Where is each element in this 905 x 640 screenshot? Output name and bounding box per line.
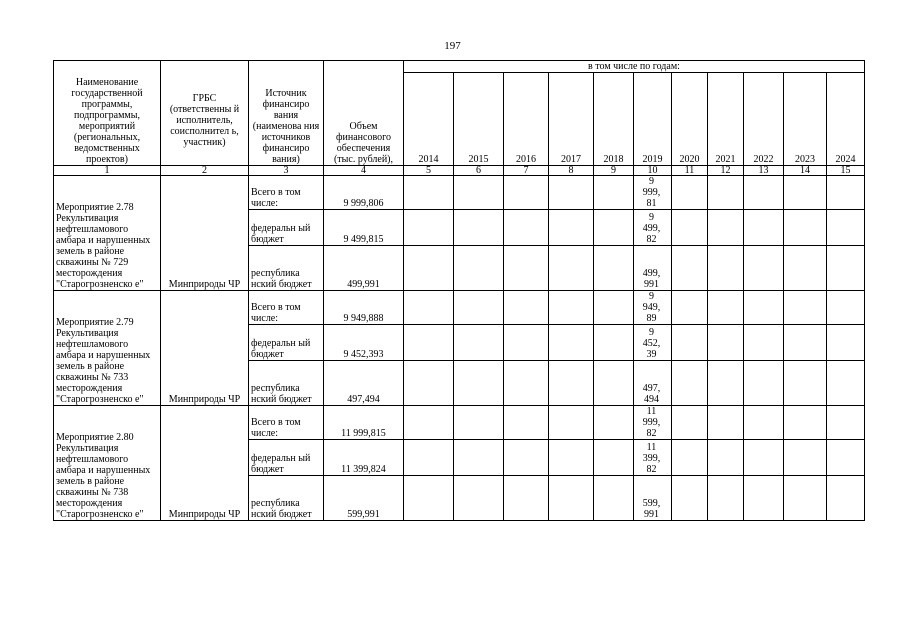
year-2024-value xyxy=(827,291,865,325)
year-2020-value xyxy=(672,406,708,440)
year-2015-value xyxy=(454,210,504,246)
column-number-8: 8 xyxy=(549,166,594,176)
column-number-1: 1 xyxy=(54,166,161,176)
year-2020-value xyxy=(672,210,708,246)
funding-source: республика нский бюджет xyxy=(249,476,324,521)
header-year-2020: 2020 xyxy=(672,73,708,166)
year-2017-value xyxy=(549,210,594,246)
column-number-10: 10 xyxy=(634,166,672,176)
year-2014-value xyxy=(404,291,454,325)
header-year-2016: 2016 xyxy=(504,73,549,166)
funding-volume: 9 499,815 xyxy=(324,210,404,246)
funding-volume: 9 452,393 xyxy=(324,325,404,361)
year-2016-value xyxy=(504,246,549,291)
measure-grbs: Минприроды ЧР xyxy=(161,406,249,521)
funding-source: республика нский бюджет xyxy=(249,246,324,291)
year-2016-value xyxy=(504,325,549,361)
year-2019-value: 9 999, 81 xyxy=(634,176,672,210)
year-2024-value xyxy=(827,210,865,246)
year-2024-value xyxy=(827,246,865,291)
year-2019-value: 9 499, 82 xyxy=(634,210,672,246)
financing-table xyxy=(53,60,865,521)
year-2021-value xyxy=(708,325,744,361)
year-2022-value xyxy=(744,406,784,440)
year-2021-value xyxy=(708,176,744,210)
column-number-14: 14 xyxy=(784,166,827,176)
year-2015-value xyxy=(454,291,504,325)
year-2014-value xyxy=(404,325,454,361)
year-2019-value: 599, 991 xyxy=(634,476,672,521)
table-row xyxy=(54,406,865,440)
year-2023-value xyxy=(784,361,827,406)
year-2014-value xyxy=(404,210,454,246)
year-2024-value xyxy=(827,176,865,210)
year-2022-value xyxy=(744,291,784,325)
header-grbs-column: ГРБС (ответственны й исполнитель, соисполнител ь, участник) xyxy=(161,61,249,166)
column-number-5: 5 xyxy=(404,166,454,176)
year-2022-value xyxy=(744,210,784,246)
year-2017-value xyxy=(549,176,594,210)
measure-grbs: Минприроды ЧР xyxy=(161,176,249,291)
year-2015-value xyxy=(454,325,504,361)
funding-volume: 11 999,815 xyxy=(324,406,404,440)
year-2023-value xyxy=(784,176,827,210)
year-2023-value xyxy=(784,325,827,361)
year-2019-value: 499, 991 xyxy=(634,246,672,291)
year-2023-value xyxy=(784,291,827,325)
header-year-2023: 2023 xyxy=(784,73,827,166)
year-2018-value xyxy=(594,476,634,521)
year-2017-value xyxy=(549,476,594,521)
year-2021-value xyxy=(708,361,744,406)
year-2018-value xyxy=(594,246,634,291)
header-name-column: Наименование государственной программы, подпрограммы, мероприятий (региональных, ведомственных проектов) xyxy=(54,61,161,166)
funding-source: Всего в том числе: xyxy=(249,406,324,440)
year-2022-value xyxy=(744,325,784,361)
funding-volume: 9 999,806 xyxy=(324,176,404,210)
year-2017-value xyxy=(549,361,594,406)
year-2017-value xyxy=(549,440,594,476)
year-2022-value xyxy=(744,361,784,406)
year-2020-value xyxy=(672,291,708,325)
year-2014-value xyxy=(404,406,454,440)
year-2018-value xyxy=(594,440,634,476)
year-2020-value xyxy=(672,176,708,210)
funding-source: республика нский бюджет xyxy=(249,361,324,406)
year-2022-value xyxy=(744,476,784,521)
header-volume-column: Объем финансового обеспечения (тыс. рублей), xyxy=(324,61,404,166)
year-2023-value xyxy=(784,210,827,246)
year-2016-value xyxy=(504,406,549,440)
year-2019-value: 11 399, 82 xyxy=(634,440,672,476)
year-2021-value xyxy=(708,406,744,440)
year-2019-value: 497, 494 xyxy=(634,361,672,406)
funding-source: Всего в том числе: xyxy=(249,176,324,210)
year-2015-value xyxy=(454,406,504,440)
year-2019-value: 9 452, 39 xyxy=(634,325,672,361)
measure-name: Мероприятие 2.78 Рекультивация нефтешламового амбара и нарушенных земель в районе скважины № 729 месторождения "Старогрозненско е" xyxy=(54,176,161,291)
year-2016-value xyxy=(504,440,549,476)
year-2024-value xyxy=(827,406,865,440)
header-year-2018: 2018 xyxy=(594,73,634,166)
year-2015-value xyxy=(454,176,504,210)
year-2016-value xyxy=(504,210,549,246)
year-2022-value xyxy=(744,246,784,291)
year-2018-value xyxy=(594,406,634,440)
year-2020-value xyxy=(672,246,708,291)
header-year-2022: 2022 xyxy=(744,73,784,166)
header-year-2024: 2024 xyxy=(827,73,865,166)
table-row xyxy=(54,291,865,325)
year-2016-value xyxy=(504,176,549,210)
header-year-2014: 2014 xyxy=(404,73,454,166)
year-2023-value xyxy=(784,406,827,440)
year-2023-value xyxy=(784,476,827,521)
header-year-2017: 2017 xyxy=(549,73,594,166)
header-year-2015: 2015 xyxy=(454,73,504,166)
year-2021-value xyxy=(708,210,744,246)
header-source-column: Источник финансиро вания (наименова ния источников финансиро вания) xyxy=(249,61,324,166)
column-number-13: 13 xyxy=(744,166,784,176)
year-2019-value: 9 949, 89 xyxy=(634,291,672,325)
year-2014-value xyxy=(404,440,454,476)
year-2024-value xyxy=(827,361,865,406)
year-2014-value xyxy=(404,176,454,210)
year-2022-value xyxy=(744,176,784,210)
year-2023-value xyxy=(784,440,827,476)
year-2021-value xyxy=(708,291,744,325)
column-number-15: 15 xyxy=(827,166,865,176)
year-2018-value xyxy=(594,361,634,406)
measure-grbs: Минприроды ЧР xyxy=(161,291,249,406)
year-2024-value xyxy=(827,440,865,476)
funding-volume: 9 949,888 xyxy=(324,291,404,325)
year-2020-value xyxy=(672,440,708,476)
year-2020-value xyxy=(672,325,708,361)
year-2020-value xyxy=(672,476,708,521)
funding-volume: 499,991 xyxy=(324,246,404,291)
year-2017-value xyxy=(549,246,594,291)
year-2015-value xyxy=(454,246,504,291)
year-2014-value xyxy=(404,476,454,521)
year-2024-value xyxy=(827,476,865,521)
funding-source: федеральн ый бюджет xyxy=(249,210,324,246)
year-2015-value xyxy=(454,361,504,406)
column-number-2: 2 xyxy=(161,166,249,176)
header-year-2019: 2019 xyxy=(634,73,672,166)
year-2016-value xyxy=(504,361,549,406)
column-number-4: 4 xyxy=(324,166,404,176)
page-number: 197 xyxy=(444,40,461,52)
column-number-12: 12 xyxy=(708,166,744,176)
measure-name: Мероприятие 2.79 Рекультивация нефтешламового амбара и нарушенных земель в районе скважины № 733 месторождения "Старогрозненско е" xyxy=(54,291,161,406)
year-2017-value xyxy=(549,325,594,361)
table-row xyxy=(54,176,865,210)
year-2018-value xyxy=(594,210,634,246)
column-number-7: 7 xyxy=(504,166,549,176)
funding-source: федеральн ый бюджет xyxy=(249,440,324,476)
year-2015-value xyxy=(454,440,504,476)
funding-volume: 497,494 xyxy=(324,361,404,406)
year-2017-value xyxy=(549,406,594,440)
column-number-11: 11 xyxy=(672,166,708,176)
year-2018-value xyxy=(594,176,634,210)
header-year-2021: 2021 xyxy=(708,73,744,166)
year-2021-value xyxy=(708,246,744,291)
year-2014-value xyxy=(404,361,454,406)
year-2021-value xyxy=(708,476,744,521)
column-number-6: 6 xyxy=(454,166,504,176)
year-2019-value: 11 999, 82 xyxy=(634,406,672,440)
funding-source: федеральн ый бюджет xyxy=(249,325,324,361)
year-2021-value xyxy=(708,440,744,476)
funding-volume: 11 399,824 xyxy=(324,440,404,476)
year-2016-value xyxy=(504,476,549,521)
year-2015-value xyxy=(454,476,504,521)
year-2020-value xyxy=(672,361,708,406)
year-2017-value xyxy=(549,291,594,325)
year-2024-value xyxy=(827,325,865,361)
column-number-3: 3 xyxy=(249,166,324,176)
year-2014-value xyxy=(404,246,454,291)
year-2016-value xyxy=(504,291,549,325)
measure-name: Мероприятие 2.80 Рекультивация нефтешламового амбара и нарушенных земель в районе скважины № 738 месторождения "Старогрозненско е" xyxy=(54,406,161,521)
header-years-group: в том числе по годам: xyxy=(404,61,865,73)
year-2018-value xyxy=(594,291,634,325)
funding-source: Всего в том числе: xyxy=(249,291,324,325)
year-2023-value xyxy=(784,246,827,291)
year-2022-value xyxy=(744,440,784,476)
year-2018-value xyxy=(594,325,634,361)
column-number-9: 9 xyxy=(594,166,634,176)
funding-volume: 599,991 xyxy=(324,476,404,521)
